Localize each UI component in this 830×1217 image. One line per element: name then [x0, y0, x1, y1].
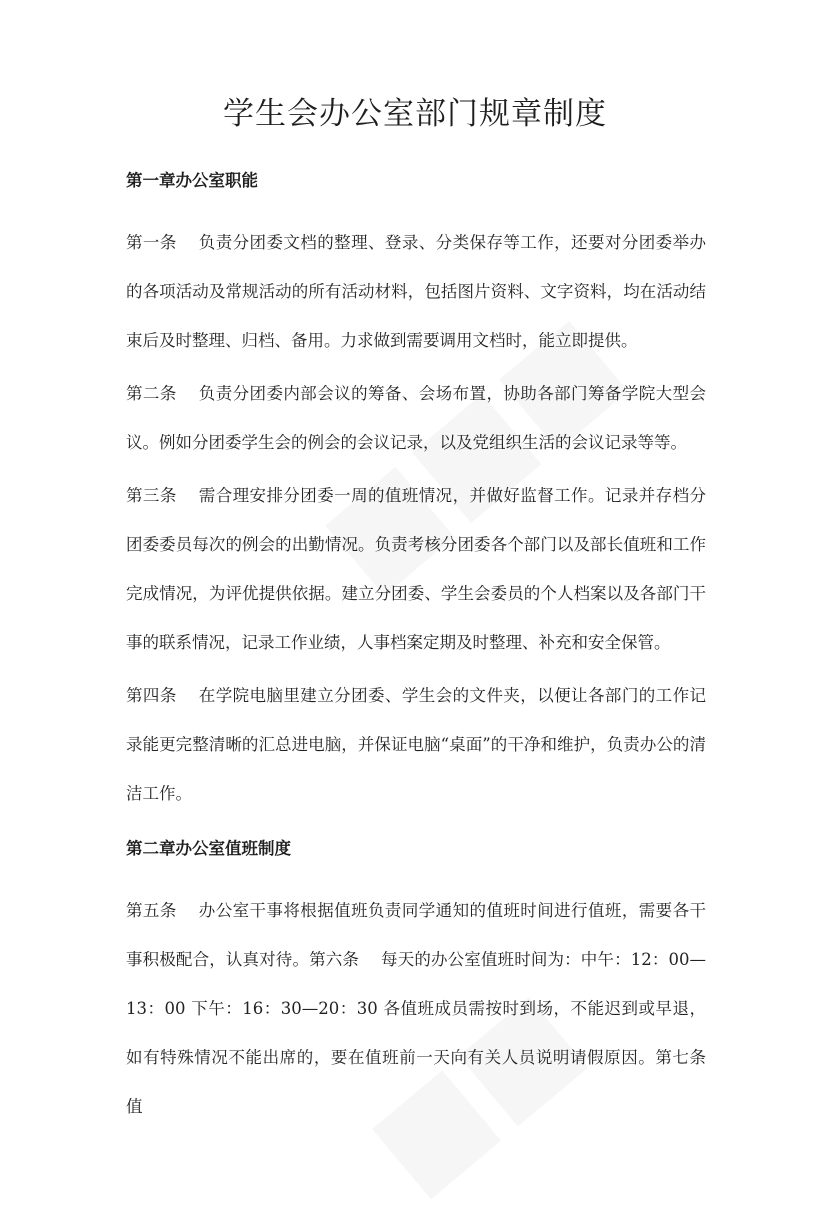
section-heading: 第一章办公室职能: [126, 171, 258, 190]
article-text: 在学院电脑里建立分团委、学生会的文件夹，以便让各部门的工作记录能更完整清晰的汇总进电脑，并保证电脑“桌面”的干净和维护，负责办公的清洁工作。: [126, 686, 706, 803]
article-paragraph: [126, 671, 706, 818]
article-text: 办公室干事将根据值班负责同学通知的值班时间进行值班，需要各干事积极配合，认真对待。第六条 每天的办公室值班时间为：中午：12：00—13：00 下午：16：30—20：30 各值班成员需按时到场，不能迟到或早退，如有特殊情况不能出席的，要在值班前一天向有关人员说明请假原因。第七条 值: [126, 901, 728, 1116]
article-text: 需合理安排分团委一周的值班情况，并做好监督工作。记录并存档分团委委员每次的例会的出勤情况。负责考核分团委各个部门以及部长值班和工作完成情况，为评优提供依据。建立分团委、学生会委员的个人档案以及各部门干事的联系情况，记录工作业绩，人事档案定期及时整理、补充和安全保管。: [126, 486, 706, 652]
article-paragraph: [126, 886, 728, 1131]
article-text: 负责分团委文档的整理、登录、分类保存等工作，还要对分团委举办的各项活动及常规活动的所有活动材料，包括图片资料、文字资料，均在活动结束后及时整理、归档、备用。力求做到需要调用文档时，能立即提供。: [126, 233, 706, 350]
section-heading: 第二章办公室值班制度: [126, 839, 291, 858]
article-text: 负责分团委内部会议的筹备、会场布置，协助各部门筹备学院大型会议。例如分团委学生会的例会的会议记录，以及党组织生活的会议记录等等。: [126, 384, 706, 452]
article-label: 第三条: [126, 486, 177, 505]
article-label: 第五条: [126, 901, 177, 920]
article-paragraph: [126, 218, 706, 365]
article-paragraph: [126, 369, 706, 467]
document-body: [126, 164, 728, 1135]
document-title: 学生会办公室部门规章制度: [223, 96, 607, 132]
article-paragraph: [126, 471, 706, 667]
article-label: 第一条: [126, 233, 177, 252]
article-label: 第四条: [126, 686, 177, 705]
article-label: 第二条: [126, 384, 177, 403]
